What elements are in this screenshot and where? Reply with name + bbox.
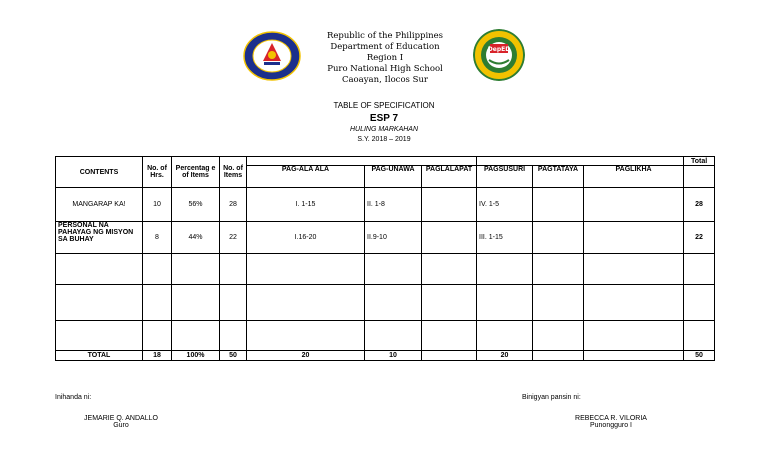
- row-items: 22: [220, 222, 247, 254]
- document-title: TABLE OF SPECIFICATION: [333, 101, 435, 110]
- row-level-4: IV. 1-5: [477, 188, 533, 222]
- row-level-3: [422, 222, 477, 254]
- row-level-3: [422, 188, 477, 222]
- totals-items: 50: [220, 351, 247, 361]
- row-percentage: 44%: [172, 222, 220, 254]
- header-level-4: PAGSUSURI: [477, 166, 533, 188]
- noted-by-label: Binigyan pansin ni:: [522, 394, 581, 401]
- table-row: [56, 188, 715, 222]
- school-seal-right: [473, 29, 525, 81]
- header-row-top: [56, 157, 715, 166]
- header-line-3: Region I: [366, 53, 404, 63]
- deped-seal-left: [243, 31, 301, 81]
- row-level-1: I.16-20: [247, 222, 365, 254]
- row-hrs: 8: [143, 222, 172, 254]
- totals-level-3: [422, 351, 477, 361]
- prepared-by-block: [72, 415, 170, 429]
- prepared-by-title: Guro: [113, 422, 129, 429]
- row-content: PERSONAL NA PAHAYAG NG MISYON SA BUHAY: [56, 222, 143, 254]
- row-level-2: II.9-10: [365, 222, 422, 254]
- table-row-empty: [56, 285, 715, 321]
- row-total: 22: [684, 222, 715, 254]
- totals-label: TOTAL: [56, 351, 143, 361]
- totals-row: [56, 351, 715, 361]
- header-level-1: PAG-ALA ALA: [247, 166, 365, 188]
- header-percentage: Percentag e of Items: [172, 157, 220, 188]
- prepared-by-name: JEMARIE Q. ANDALLO: [84, 415, 158, 422]
- row-hrs: 10: [143, 188, 172, 222]
- header-line-4: Puro National High School: [327, 64, 443, 74]
- school-header: [300, 31, 470, 86]
- header-level-2: PAG-UNAWA: [365, 166, 422, 188]
- totals-level-6: [584, 351, 684, 361]
- quarter-label: HULING MARKAHAN: [349, 126, 419, 133]
- header-level-3: PAGLALAPAT: [422, 166, 477, 188]
- totals-level-5: [533, 351, 584, 361]
- header-line-1: Republic of the Philippines: [326, 31, 444, 41]
- header-level-5: PAGTATAYA: [533, 166, 584, 188]
- totals-percentage: 100%: [172, 351, 220, 361]
- totals-level-1: 20: [247, 351, 365, 361]
- header-blank-1: [247, 157, 477, 166]
- table-row: [56, 222, 715, 254]
- specification-table: [55, 156, 715, 361]
- header-blank-2: [477, 157, 684, 166]
- header-level-6: PAGLIKHA: [584, 166, 684, 188]
- prepared-by-label: Inihanda ni:: [55, 394, 92, 401]
- header-line-5: Caoayan, Ilocos Sur: [341, 75, 428, 85]
- totals-level-2: 10: [365, 351, 422, 361]
- row-level-2: II. 1-8: [365, 188, 422, 222]
- header-line-2: Department of Education: [330, 42, 440, 52]
- header-total: Total: [684, 157, 715, 166]
- header-items: No. of Items: [220, 157, 247, 188]
- row-items: 28: [220, 188, 247, 222]
- header-hrs: No. of Hrs.: [143, 157, 172, 188]
- table-row-empty: [56, 254, 715, 285]
- row-level-1: I. 1-15: [247, 188, 365, 222]
- row-total: 28: [684, 188, 715, 222]
- row-level-5: [533, 188, 584, 222]
- row-content: MANGARAP KA!: [56, 188, 143, 222]
- school-year: S.Y. 2018 – 2019: [357, 136, 411, 143]
- noted-by-name: REBECCA R. VILORIA: [575, 415, 647, 422]
- row-level-6: [584, 188, 684, 222]
- table-row-empty: [56, 321, 715, 351]
- noted-by-title: Punongguro I: [589, 422, 633, 429]
- totals-total: 50: [684, 351, 715, 361]
- noted-by-block: [565, 415, 657, 429]
- row-percentage: 56%: [172, 188, 220, 222]
- header-contents: CONTENTS: [56, 157, 143, 188]
- totals-hrs: 18: [143, 351, 172, 361]
- totals-level-4: 20: [477, 351, 533, 361]
- subject-title: ESP 7: [369, 113, 399, 124]
- row-level-5: [533, 222, 584, 254]
- row-level-6: [584, 222, 684, 254]
- row-level-4: III. 1-15: [477, 222, 533, 254]
- seal-right-text: DepED: [487, 46, 511, 53]
- header-total-blank: [684, 166, 715, 188]
